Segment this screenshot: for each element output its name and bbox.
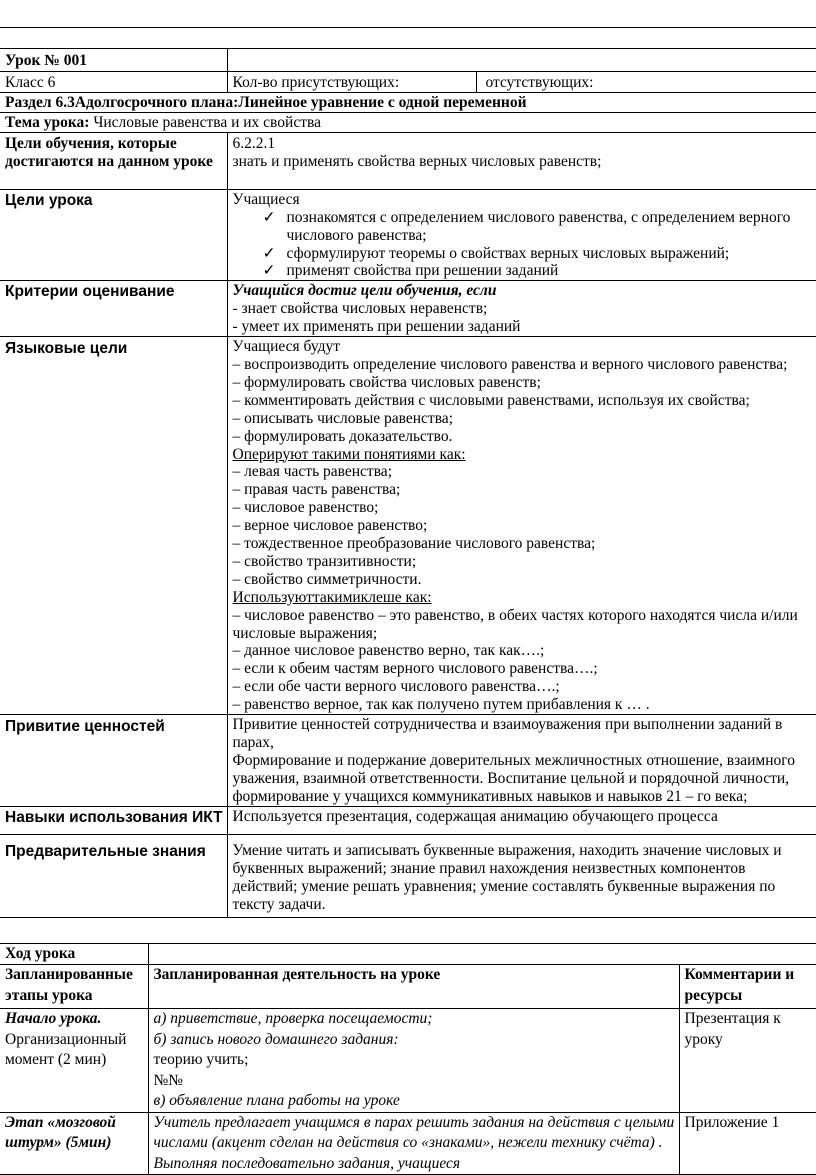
values-label: Привитие ценностей (0, 715, 227, 807)
phrases-heading: Используюттакимиклеше как: (232, 588, 432, 606)
phrase-item: – данное числовое равенство верно, так как….; (232, 642, 545, 660)
language-goal-item: – описывать числовые равенства; (232, 409, 453, 427)
page-top-rule (0, 27, 816, 28)
class-label: Класс 6 (0, 72, 227, 93)
plan-title-row (0, 944, 816, 965)
topic-cell (0, 112, 816, 132)
activity-line: теорию учить; (153, 1051, 249, 1068)
learning-goals-row (0, 132, 816, 189)
stage-cell (0, 1009, 148, 1113)
lesson-number-row (0, 49, 816, 72)
lesson-number-empty (227, 49, 816, 72)
phrase-item: – если обе части верного числового равенства….; (232, 678, 560, 696)
topic-label: Тема урока: (5, 113, 90, 131)
present-label: Кол-во присутствующих: (227, 72, 476, 93)
class-row (0, 72, 816, 93)
learning-goal-text: знать и применять свойства верных числовых равенств; (232, 152, 602, 170)
term-item: – тождественное преобразование числового равенства; (232, 535, 596, 553)
language-goals-row (0, 337, 816, 715)
plan-title: Ход урока (0, 944, 148, 965)
prior-knowledge-row (0, 835, 816, 918)
language-goals-intro: Учащиеся будут (232, 338, 341, 356)
language-goals-cell (227, 337, 816, 715)
language-goals-label: Языковые цели (0, 337, 227, 715)
check-icon: ✓ (262, 244, 276, 262)
activity-line: в) объявление плана работы на уроке (153, 1092, 400, 1109)
lesson-goals-row (0, 189, 816, 281)
lesson-goals-cell (227, 189, 816, 281)
terms-heading: Оперируют такими понятиями как: (232, 445, 466, 463)
plan-title-empty (148, 944, 816, 965)
phrase-item: – если к обеим частям верного числового равенства….; (232, 660, 598, 678)
topic-value: Числовые равенства и их свойства (89, 113, 321, 131)
criteria-heading: Учащийся достиг цели обучения, если (232, 282, 497, 300)
stage-title: Этап «мозговой штурм» (5мин) (5, 1113, 116, 1151)
language-goal-item: – воспроизводить определение числового равенства и верного числового равенства; (232, 355, 788, 373)
lesson-plan-table (0, 943, 816, 1175)
header-stages: Запланированные этапы урока (0, 965, 148, 1009)
criteria-row (0, 281, 816, 337)
stage-text: Организационный момент (2 мин) (5, 1030, 127, 1068)
activity-line: б) запись нового домашнего задания: (153, 1030, 399, 1048)
term-item: – правая часть равенства; (232, 481, 401, 499)
term-item: – числовое равенство; (232, 499, 379, 517)
resources-cell: Приложение 1 (679, 1112, 816, 1175)
stage-cell (0, 1112, 148, 1175)
learning-goals-label: Цели обучения, которые достигаются на данном уроке (0, 132, 227, 189)
lesson-goal-text: познакомятся с определением числового равенства, с определением верного числового равенства; (286, 208, 791, 244)
lesson-goal-text: сформулируют теоремы о свойствах верных числовых выражений; (286, 244, 730, 262)
learning-goal-code: 6.2.2.1 (232, 134, 276, 152)
section-row (0, 93, 816, 113)
prior-knowledge-text: Умение читать и записывать буквенные выражения, находить значение числовых и буквенных выражений; знание правил нахождения неизвестных компонентов действий; умение решать уравнения; умение составлять буквенные выражения по тексту задачи. (227, 835, 816, 918)
plan-row (0, 1009, 816, 1113)
language-goal-item: – комментировать действия с числовыми равенствами, используя их свойства; (232, 391, 750, 409)
resources-cell: Презентация к уроку (679, 1009, 816, 1113)
lesson-goal-text: применят свойства при решении заданий (286, 262, 559, 280)
ict-label: Навыки использования ИКТ (0, 807, 227, 835)
activity-line: а) приветствие, проверка посещаемости; (153, 1010, 433, 1027)
term-item: – левая часть равенства; (232, 463, 392, 481)
phrase-item: – числовое равенство – это равенство, в обеих частях которого находятся числа и/или числовые выражения; (232, 606, 798, 642)
activity-cell (148, 1009, 679, 1113)
header-activity: Запланированная деятельность на уроке (148, 965, 679, 1009)
term-item: – свойство транзитивности; (232, 552, 417, 570)
phrase-item: – равенство верное, так как получено путем прибавления к … . (232, 696, 650, 714)
lesson-number: Урок № 001 (0, 49, 227, 72)
plan-row (0, 1112, 816, 1175)
term-item: – верное числовое равенство; (232, 517, 428, 535)
term-item: – свойство симметричности. (232, 570, 422, 588)
values-row (0, 715, 816, 807)
criteria-item: - умеет их применять при решении заданий (232, 318, 521, 336)
criteria-cell (227, 281, 816, 337)
ict-row (0, 807, 816, 835)
criteria-label: Критерии оценивание (0, 281, 227, 337)
lesson-info-table (0, 48, 816, 918)
ict-text: Используется презентация, содержащая анимацию обучающего процесса (227, 807, 816, 835)
section-title: Раздел 6.3Адолгосрочного плана:Линейное уравнение с одной переменной (0, 93, 816, 113)
prior-knowledge-label: Предварительные знания (0, 835, 227, 918)
lesson-goals-intro: Учащиеся (232, 190, 300, 208)
language-goal-item: – формулировать свойства числовых равенств; (232, 373, 541, 391)
check-icon: ✓ (262, 262, 276, 280)
absent-label: отсутствующих: (476, 72, 816, 93)
stage-title: Начало урока. (5, 1010, 102, 1027)
lesson-goals-label: Цели урока (0, 189, 227, 281)
values-text: Привитие ценностей сотрудничества и взаимоуважения при выполнении заданий в парах, Формирование и подержание доверительных межличностных отношение, взаимного уважения, взаимной ответственности. Воспитание цельной и порядочной личности, формирование у учащихся коммуникативных навыков и навыков 21 – го века; (227, 715, 816, 807)
plan-header-row (0, 965, 816, 1009)
lesson-goal-item (263, 245, 815, 263)
check-icon: ✓ (262, 208, 276, 226)
language-goal-item: – формулировать доказательство. (232, 427, 453, 445)
lesson-goal-item (263, 209, 815, 245)
header-resources: Комментарии и ресурсы (679, 965, 816, 1009)
activity-cell: Учитель предлагает учащимся в парах решить задания на действия с целыми числами (акцент сделан на действия со «знаками», нежели технику счёта) . Выполняя последовательно задания, учащиеся (148, 1112, 679, 1175)
activity-line: №№ (153, 1071, 184, 1089)
topic-row (0, 112, 816, 132)
criteria-item: - знает свойства числовых неравенств; (232, 300, 488, 318)
lesson-goal-item (263, 262, 815, 280)
learning-goals-cell (227, 132, 816, 189)
